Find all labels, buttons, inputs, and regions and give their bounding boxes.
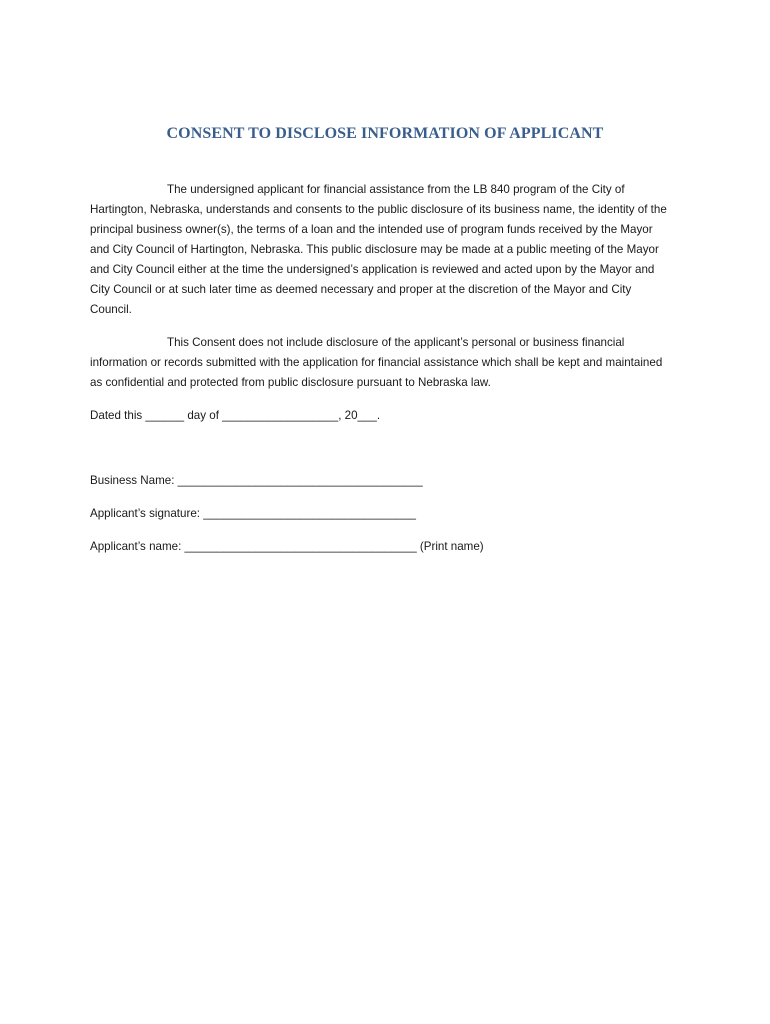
document-title: CONSENT TO DISCLOSE INFORMATION OF APPLICANT <box>166 125 604 142</box>
applicant-signature-line: Applicant’s signature: _________________________________ <box>90 507 416 520</box>
paragraph-text: The undersigned applicant for financial assistance from the LB 840 program of the City of Hartington, Nebraska, understands and consents to the public disclosure of its business name, the identity of the principal business owner(s), the terms of a loan and the intended use of program funds received by the Mayor and City Council of Hartington, Nebraska. This public disclosure may be made at a public meeting of the Mayor and City Council either at the time the undersigned’s application is reviewed and acted upon by the Mayor and City Council or at such later time as deemed necessary and proper at the discretion of the Mayor and City Council. <box>90 183 667 316</box>
consent-paragraph-2 <box>90 333 675 393</box>
dated-line: Dated this ______ day of __________________, 20___. <box>90 409 381 422</box>
business-name-line: Business Name: ______________________________________ <box>90 474 423 487</box>
consent-paragraph-1 <box>90 180 675 320</box>
applicant-name-line: Applicant’s name: ____________________________________ (Print name) <box>90 540 484 553</box>
paragraph-text: This Consent does not include disclosure of the applicant’s personal or business financial information or records submitted with the application for financial assistance which shall be kept and maintained as confidential and protected from public disclosure pursuant to Nebraska law. <box>90 336 663 389</box>
